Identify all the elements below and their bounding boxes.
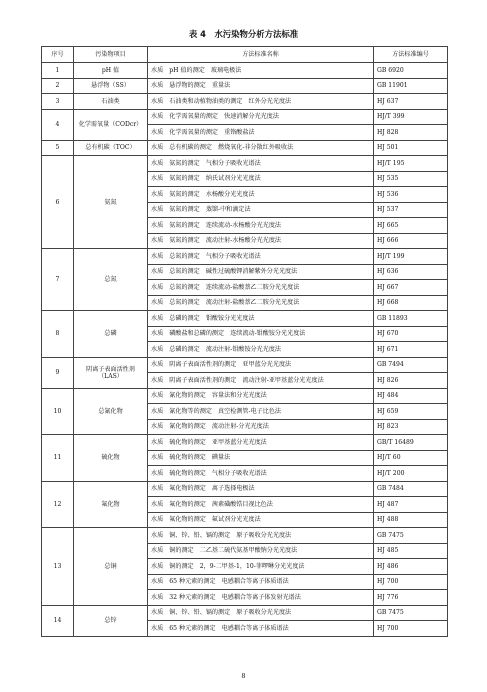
table-row (42, 481, 448, 497)
header-method: 方法标准名称 (148, 47, 374, 63)
cell-seq: 10 (42, 388, 74, 435)
cell-method-name: 水质 氨氮的测定 水杨酸分光光度法 (148, 187, 374, 203)
table-row (42, 140, 448, 156)
cell-method-std: GB 11893 (374, 311, 448, 327)
cell-method-std: HJ/T 200 (374, 466, 448, 482)
cell-method-name: 水质 硫化物的测定 亚甲基蓝分光光度法 (148, 435, 374, 451)
cell-pollutant: 总锌 (74, 605, 148, 636)
table-row (42, 388, 448, 404)
cell-method-name: 水质 氰化物的测定 容量法和分光光度法 (148, 388, 374, 404)
cell-pollutant: 总有机碳（TOC） (74, 140, 148, 156)
cell-method-name: 水质 氨氮的测定 蒸馏-中和滴定法 (148, 202, 374, 218)
cell-pollutant: 悬浮物（SS） (74, 78, 148, 94)
table-row (42, 528, 448, 544)
cell-method-std: HJ 488 (374, 512, 448, 528)
cell-method-name: 水质 铜、锌、铅、镉的测定 原子吸收分光光度法 (148, 528, 374, 544)
cell-pollutant: 氟化物 (74, 481, 148, 528)
cell-method-name: 水质 总氮的测定 碱性过硫酸钾消解紫外分光光度法 (148, 264, 374, 280)
cell-method-std: HJ 484 (374, 388, 448, 404)
cell-method-name: 水质 铜、锌、铅、镉的测定 原子吸收分光光度法 (148, 605, 374, 621)
cell-method-std: HJ 700 (374, 621, 448, 637)
cell-method-name: 水质 32 种元素的测定 电感耦合等离子体发射光谱法 (148, 590, 374, 606)
table-row (42, 94, 448, 110)
cell-seq: 12 (42, 481, 74, 528)
cell-seq: 6 (42, 156, 74, 249)
cell-pollutant: 石油类 (74, 94, 148, 110)
cell-seq: 8 (42, 311, 74, 358)
cell-method-name: 水质 硫化物的测定 气相分子吸收光谱法 (148, 466, 374, 482)
table-body (42, 63, 448, 637)
cell-seq: 5 (42, 140, 74, 156)
cell-method-name: 水质 化学需氧量的测定 快速消解分光光度法 (148, 109, 374, 125)
table-row (42, 78, 448, 94)
cell-method-name: 水质 总氮的测定 连续流动-盐酸萘乙二胺分光光度法 (148, 280, 374, 296)
cell-method-name: 水质 铜的测定 二乙基二硫代氨基甲酸钠分光光度法 (148, 543, 374, 559)
cell-pollutant: pH 值 (74, 63, 148, 79)
cell-method-std: HJ/T 399 (374, 109, 448, 125)
cell-method-std: HJ 637 (374, 94, 448, 110)
table-title: 表 4 水污染物分析方法标准 (188, 29, 299, 39)
cell-method-name: 水质 氟化物的测定 离子选择电极法 (148, 481, 374, 497)
cell-method-std: HJ 666 (374, 233, 448, 249)
cell-method-name: 水质 化学需氧量的测定 重铬酸盐法 (148, 125, 374, 141)
cell-seq: 3 (42, 94, 74, 110)
cell-method-std: HJ 667 (374, 280, 448, 296)
cell-method-std: GB 7494 (374, 357, 448, 373)
page-number: 8 (241, 672, 246, 680)
cell-seq: 11 (42, 435, 74, 482)
cell-method-std: GB 7484 (374, 481, 448, 497)
cell-pollutant: 氨氮 (74, 156, 148, 249)
cell-seq: 1 (42, 63, 74, 79)
cell-method-name: 水质 氰化物的测定 流动注射-分光光度法 (148, 419, 374, 435)
table-row (42, 357, 448, 373)
cell-seq: 7 (42, 249, 74, 311)
table-row (42, 311, 448, 327)
cell-method-name: 水质 阴离子表面活性剂的测定 亚甲蓝分光光度法 (148, 357, 374, 373)
header-seq: 序号 (42, 47, 74, 63)
cell-pollutant: 总磷 (74, 311, 148, 358)
table-row (42, 63, 448, 79)
cell-method-std: HJ/T 199 (374, 249, 448, 265)
cell-method-name: 水质 磷酸盐和总磷的测定 连续流动-钼酸铵分光光度法 (148, 326, 374, 342)
cell-method-name: 水质 65 种元素的测定 电感耦合等离子体质谱法 (148, 574, 374, 590)
table-row (42, 249, 448, 265)
cell-method-std: HJ 486 (374, 559, 448, 575)
cell-pollutant: 化学需氧量（CODcr） (74, 109, 148, 140)
table-row (42, 435, 448, 451)
cell-method-name: 水质 硫化物的测定 碘量法 (148, 450, 374, 466)
cell-seq: 13 (42, 528, 74, 606)
cell-method-std: HJ 828 (374, 125, 448, 141)
cell-method-name: 水质 铜的测定 2，9-二甲基-1，10-菲啰啉分光光度法 (148, 559, 374, 575)
cell-method-std: GB 6920 (374, 63, 448, 79)
cell-pollutant: 阴离子表面活性剂（LAS） (74, 357, 148, 388)
cell-method-name: 水质 氟化物的测定 氟试剂分光光度法 (148, 512, 374, 528)
cell-method-name: 水质 氰化物等的测定 真空检测管-电子比色法 (148, 404, 374, 420)
cell-method-name: 水质 总有机碳的测定 燃烧氧化-非分散红外吸收法 (148, 140, 374, 156)
cell-pollutant: 总氰化物 (74, 388, 148, 435)
cell-method-name: 水质 氨氮的测定 流动注射-水杨酸分光光度法 (148, 233, 374, 249)
cell-method-name: 水质 总磷的测定 钼酸铵分光光度法 (148, 311, 374, 327)
cell-seq: 14 (42, 605, 74, 636)
cell-method-std: HJ 537 (374, 202, 448, 218)
cell-method-std: HJ 776 (374, 590, 448, 606)
cell-method-name: 水质 氨氮的测定 气相分子吸收光谱法 (148, 156, 374, 172)
cell-method-std: HJ 668 (374, 295, 448, 311)
cell-method-name: 水质 阴离子表面活性剂的测定 流动注射-亚甲基蓝分光光度法 (148, 373, 374, 389)
cell-method-std: HJ 485 (374, 543, 448, 559)
cell-pollutant: 硫化物 (74, 435, 148, 482)
cell-method-std: HJ 665 (374, 218, 448, 234)
cell-method-std: HJ 501 (374, 140, 448, 156)
cell-method-std: GB/T 16489 (374, 435, 448, 451)
cell-method-name: 水质 总磷的测定 流动注射-钼酸铵分光光度法 (148, 342, 374, 358)
header-item: 污染物项目 (74, 47, 148, 63)
cell-pollutant: 总铜 (74, 528, 148, 606)
cell-method-name: 水质 石油类和动植物油类的测定 红外分光光度法 (148, 94, 374, 110)
cell-seq: 9 (42, 357, 74, 388)
cell-method-name: 水质 悬浮物的测定 重量法 (148, 78, 374, 94)
cell-method-name: 水质 氨氮的测定 纳氏试剂分光光度法 (148, 171, 374, 187)
table-row (42, 156, 448, 172)
cell-method-std: HJ 487 (374, 497, 448, 513)
cell-method-std: HJ/T 195 (374, 156, 448, 172)
cell-method-std: HJ 823 (374, 419, 448, 435)
cell-method-std: HJ 826 (374, 373, 448, 389)
cell-method-std: HJ 535 (374, 171, 448, 187)
cell-method-std: HJ 700 (374, 574, 448, 590)
standards-table (41, 46, 448, 637)
cell-method-std: GB 7475 (374, 605, 448, 621)
cell-method-name: 水质 氟化物的测定 茜素磺酸锆目视比色法 (148, 497, 374, 513)
cell-method-std: HJ 536 (374, 187, 448, 203)
table-row (42, 605, 448, 621)
cell-method-std: HJ 670 (374, 326, 448, 342)
cell-method-std: GB 11901 (374, 78, 448, 94)
header-std: 方法标准编号 (374, 47, 448, 63)
cell-method-std: HJ/T 60 (374, 450, 448, 466)
table-header-row (42, 47, 448, 63)
cell-seq: 2 (42, 78, 74, 94)
cell-method-name: 水质 氨氮的测定 连续流动-水杨酸分光光度法 (148, 218, 374, 234)
cell-method-name: 水质 65 种元素的测定 电感耦合等离子体质谱法 (148, 621, 374, 637)
cell-method-std: HJ 671 (374, 342, 448, 358)
cell-method-std: HJ 636 (374, 264, 448, 280)
table-row (42, 109, 448, 125)
cell-method-name: 水质 pH 值的测定 玻璃电极法 (148, 63, 374, 79)
cell-method-name: 水质 总氮的测定 气相分子吸收光谱法 (148, 249, 374, 265)
cell-method-name: 水质 总氮的测定 流动注射-盐酸萘乙二胺分光光度法 (148, 295, 374, 311)
cell-method-std: GB 7475 (374, 528, 448, 544)
cell-seq: 4 (42, 109, 74, 140)
cell-method-std: HJ 659 (374, 404, 448, 420)
cell-pollutant: 总氮 (74, 249, 148, 311)
